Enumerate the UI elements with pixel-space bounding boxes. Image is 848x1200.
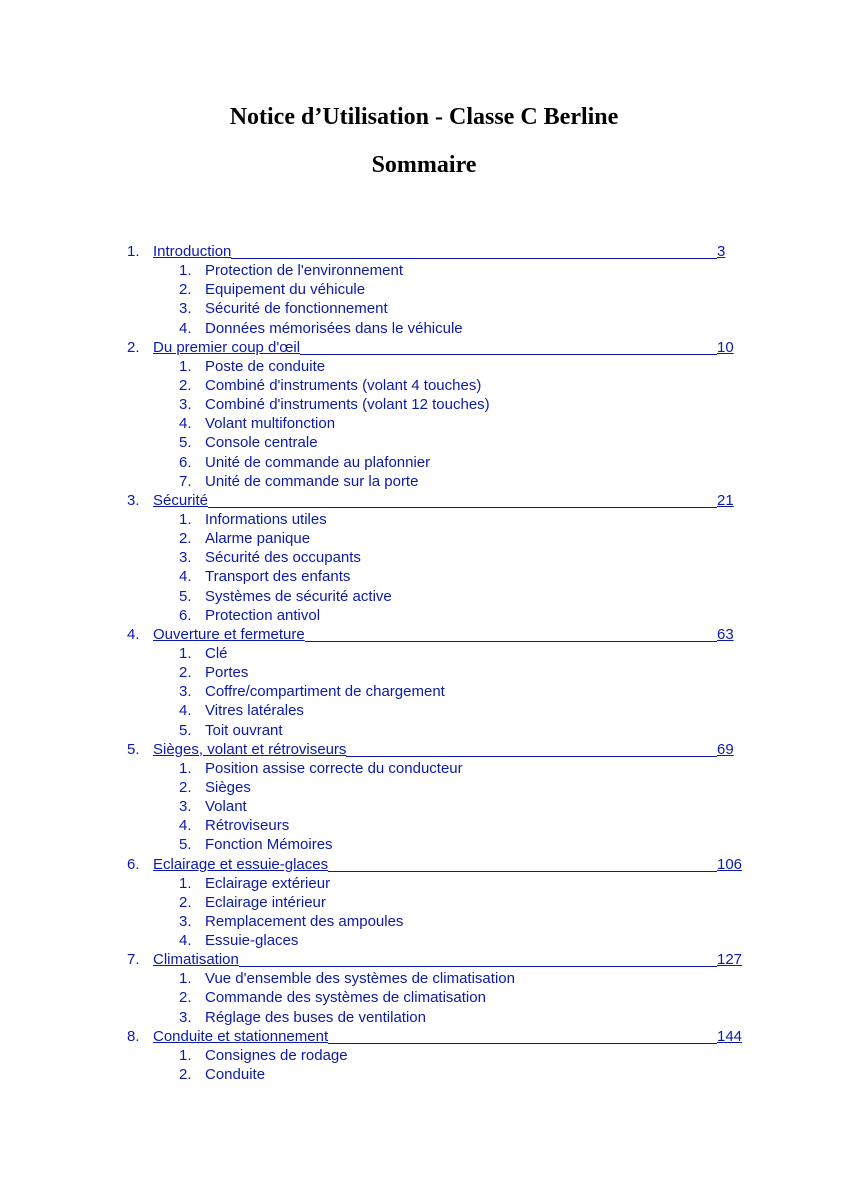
toc-subsection-label[interactable]: Console centrale — [205, 434, 318, 452]
toc-subsection-number: 2. — [179, 530, 192, 548]
toc-subsection-number: 3. — [179, 912, 192, 930]
toc-subsection-number: 4. — [179, 568, 192, 586]
toc-page-number[interactable]: 127 — [717, 951, 743, 969]
toc-subsection-label[interactable]: Commande des systèmes de climatisation — [205, 989, 486, 1007]
toc-subsection-label[interactable]: Données mémorisées dans le véhicule — [205, 319, 463, 337]
toc-subsection[interactable] — [127, 472, 767, 491]
toc-chapter-number: 3. — [127, 491, 140, 509]
toc-subsection[interactable] — [127, 433, 767, 452]
toc-subsection[interactable] — [127, 606, 767, 625]
toc-subsection[interactable] — [127, 510, 767, 529]
toc-chapter[interactable] — [127, 950, 767, 969]
toc-subsection[interactable] — [127, 835, 767, 854]
toc-subsection-label[interactable]: Réglage des buses de ventilation — [205, 1008, 426, 1026]
toc-subsection[interactable] — [127, 816, 767, 835]
toc-subsection[interactable] — [127, 1065, 767, 1084]
toc-subsection-number: 5. — [179, 587, 192, 605]
toc-leader-line — [231, 242, 717, 259]
document-subtitle: Sommaire — [371, 152, 477, 178]
toc-subsection-label[interactable]: Essuie-glaces — [205, 932, 299, 950]
toc-subsection[interactable] — [127, 663, 767, 682]
toc-subsection[interactable] — [127, 357, 767, 376]
toc-subsection-label[interactable]: Sièges — [205, 778, 251, 796]
toc-subsection-number: 1. — [179, 874, 192, 892]
toc-subsection[interactable] — [127, 931, 767, 950]
toc-leader-line — [305, 625, 717, 642]
toc-subsection[interactable] — [127, 548, 767, 567]
toc-subsection-label[interactable]: Equipement du véhicule — [205, 281, 366, 299]
toc-page-number[interactable]: 10 — [717, 338, 734, 356]
toc-subsection[interactable] — [127, 529, 767, 548]
toc-chapter-link[interactable]: Climatisation — [153, 951, 239, 969]
toc-subsection-number: 5. — [179, 836, 192, 854]
toc-subsection-number: 2. — [179, 989, 192, 1007]
toc-subsection-label[interactable]: Consignes de rodage — [205, 1046, 348, 1064]
toc-chapter-link[interactable]: Eclairage et essuie-glaces — [153, 855, 329, 873]
toc-subsection-number: 1. — [179, 357, 192, 375]
toc-subsection-number: 4. — [179, 817, 192, 835]
toc-page-number[interactable]: 144 — [717, 1027, 743, 1045]
toc-chapter-number: 4. — [127, 625, 140, 643]
toc-subsection-label[interactable]: Remplacement des ampoules — [205, 912, 404, 930]
toc-subsection-number: 4. — [179, 319, 192, 337]
toc-leader-line — [328, 855, 717, 872]
toc-chapter-link[interactable]: Ouverture et fermeture — [153, 625, 305, 643]
toc-page-number[interactable]: 3 — [717, 243, 726, 260]
toc-chapter[interactable] — [127, 625, 767, 644]
toc-chapter[interactable] — [127, 855, 767, 874]
toc-subsection[interactable] — [127, 587, 767, 606]
toc-subsection[interactable] — [127, 453, 767, 472]
toc-chapter-link[interactable]: Sécurité — [153, 491, 209, 509]
toc-leader-line — [208, 491, 717, 508]
toc-subsection-number: 1. — [179, 759, 192, 777]
toc-subsection-number: 2. — [179, 778, 192, 796]
toc-subsection-number: 2. — [179, 1066, 192, 1084]
toc-subsection-label[interactable]: Protection antivol — [205, 606, 321, 624]
document-title: Notice d’Utilisation - Classe C Berline — [229, 104, 619, 130]
toc-leader-line — [328, 1027, 717, 1044]
toc-subsection[interactable] — [127, 721, 767, 740]
toc-subsection-label[interactable]: Eclairage intérieur — [205, 893, 326, 911]
table-of-contents — [127, 242, 767, 1084]
toc-subsection-label[interactable]: Poste de conduite — [205, 357, 326, 375]
toc-subsection[interactable] — [127, 280, 767, 299]
toc-subsection-label[interactable]: Eclairage extérieur — [205, 874, 331, 892]
toc-subsection-label[interactable]: Alarme panique — [205, 530, 311, 548]
toc-subsection-label[interactable]: Fonction Mémoires — [205, 836, 333, 854]
toc-subsection[interactable] — [127, 893, 767, 912]
toc-subsection[interactable] — [127, 874, 767, 893]
toc-subsection[interactable] — [127, 797, 767, 816]
toc-subsection-label[interactable]: Volant multifonction — [205, 415, 336, 433]
toc-subsection-label[interactable]: Clé — [205, 644, 228, 662]
toc-subsection[interactable] — [127, 376, 767, 395]
toc-subsection[interactable] — [127, 567, 767, 586]
toc-chapter[interactable] — [127, 491, 767, 510]
toc-subsection-label[interactable]: Sécurité de fonctionnement — [205, 300, 388, 318]
toc-subsection-label[interactable]: Transport des enfants — [205, 568, 351, 586]
toc-subsection-label[interactable]: Systèmes de sécurité active — [205, 587, 392, 605]
toc-subsection-number: 5. — [179, 434, 192, 452]
toc-chapter-link[interactable]: Introduction — [153, 243, 232, 260]
toc-subsection-label[interactable]: Position assise correcte du conducteur — [205, 759, 463, 777]
toc-page-number[interactable]: 63 — [717, 625, 734, 643]
toc-subsection-number: 4. — [179, 702, 192, 720]
toc-subsection-number: 2. — [179, 664, 192, 682]
toc-leader-line — [239, 950, 717, 967]
toc-subsection[interactable] — [127, 759, 767, 778]
toc-subsection[interactable] — [127, 682, 767, 701]
toc-subsection-number: 3. — [179, 396, 192, 414]
toc-subsection-number: 3. — [179, 798, 192, 816]
toc-subsection[interactable] — [127, 778, 767, 797]
toc-subsection-number: 5. — [179, 721, 192, 739]
toc-subsection-number: 4. — [179, 932, 192, 950]
toc-chapter-number: 1. — [127, 243, 140, 260]
toc-subsection[interactable] — [127, 319, 767, 338]
toc-subsection-number: 2. — [179, 893, 192, 911]
toc-chapter-number: 6. — [127, 855, 140, 873]
toc-page-number[interactable]: 69 — [717, 740, 734, 758]
toc-subsection-label[interactable]: Toit ouvrant — [205, 721, 283, 739]
toc-subsection-number: 3. — [179, 1008, 192, 1026]
toc-subsection-number: 1. — [179, 644, 192, 662]
toc-subsection[interactable] — [127, 261, 767, 280]
toc-subsection-number: 6. — [179, 453, 192, 471]
toc-subsection-label[interactable]: Informations utiles — [205, 510, 327, 528]
toc-subsection-label[interactable]: Protection de l'environnement — [205, 262, 403, 280]
toc-subsection-label[interactable]: Rétroviseurs — [205, 817, 290, 835]
toc-subsection-label[interactable]: Portes — [205, 664, 249, 682]
toc-leader-line — [346, 740, 717, 757]
toc-page-number[interactable]: 21 — [717, 491, 734, 509]
toc-subsection[interactable] — [127, 701, 767, 720]
toc-subsection-number: 1. — [179, 1046, 192, 1064]
toc-subsection-number: 3. — [179, 549, 192, 567]
toc-subsection-number: 1. — [179, 510, 192, 528]
toc-subsection[interactable] — [127, 912, 767, 931]
toc-subsection[interactable] — [127, 644, 767, 663]
toc-subsection-label[interactable]: Vue d'ensemble des systèmes de climatisation — [205, 970, 515, 988]
toc-subsection-number: 7. — [179, 472, 192, 490]
toc-subsection-number: 2. — [179, 376, 192, 394]
toc-chapter-link[interactable]: Du premier coup d'œil — [153, 338, 301, 356]
toc-subsection-label[interactable]: Sécurité des occupants — [205, 549, 361, 567]
toc-subsection-number: 3. — [179, 683, 192, 701]
toc-subsection-label[interactable]: Coffre/compartiment de chargement — [205, 683, 445, 701]
toc-subsection-number: 3. — [179, 300, 192, 318]
toc-subsection-number: 1. — [179, 262, 192, 280]
toc-subsection[interactable] — [127, 1008, 767, 1027]
toc-subsection-number: 4. — [179, 415, 192, 433]
toc-subsection-number: 1. — [179, 970, 192, 988]
toc-page-number[interactable]: 106 — [717, 855, 743, 873]
toc-subsection[interactable] — [127, 988, 767, 1007]
toc-subsection[interactable] — [127, 1046, 767, 1065]
toc-chapter-number: 7. — [127, 951, 140, 969]
toc-chapter-link[interactable]: Sièges, volant et rétroviseurs — [153, 740, 347, 758]
toc-chapter-link[interactable]: Conduite et stationnement — [153, 1027, 329, 1045]
toc-chapter[interactable] — [127, 242, 767, 261]
toc-subsection[interactable] — [127, 299, 767, 318]
toc-subsection[interactable] — [127, 395, 767, 414]
toc-subsection-label[interactable]: Unité de commande au plafonnier — [205, 453, 431, 471]
toc-chapter[interactable] — [127, 740, 767, 759]
toc-chapter[interactable] — [127, 1027, 767, 1046]
toc-chapter-number: 2. — [127, 338, 140, 356]
toc-subsection-label[interactable]: Volant — [205, 798, 247, 816]
toc-subsection-number: 6. — [179, 606, 192, 624]
toc-subsection-label[interactable]: Combiné d'instruments (volant 4 touches) — [205, 376, 482, 394]
toc-subsection-label[interactable]: Combiné d'instruments (volant 12 touches) — [205, 396, 490, 414]
toc-leader-line — [300, 338, 717, 355]
toc-subsection-label[interactable]: Conduite — [205, 1066, 266, 1084]
toc-chapter-number: 5. — [127, 740, 140, 758]
toc-subsection-label[interactable]: Unité de commande sur la porte — [205, 472, 419, 490]
toc-subsection[interactable] — [127, 969, 767, 988]
toc-subsection-label[interactable]: Vitres latérales — [205, 702, 304, 720]
toc-subsection-number: 2. — [179, 281, 192, 299]
toc-subsection[interactable] — [127, 414, 767, 433]
toc-chapter[interactable] — [127, 338, 767, 357]
toc-chapter-number: 8. — [127, 1027, 140, 1045]
